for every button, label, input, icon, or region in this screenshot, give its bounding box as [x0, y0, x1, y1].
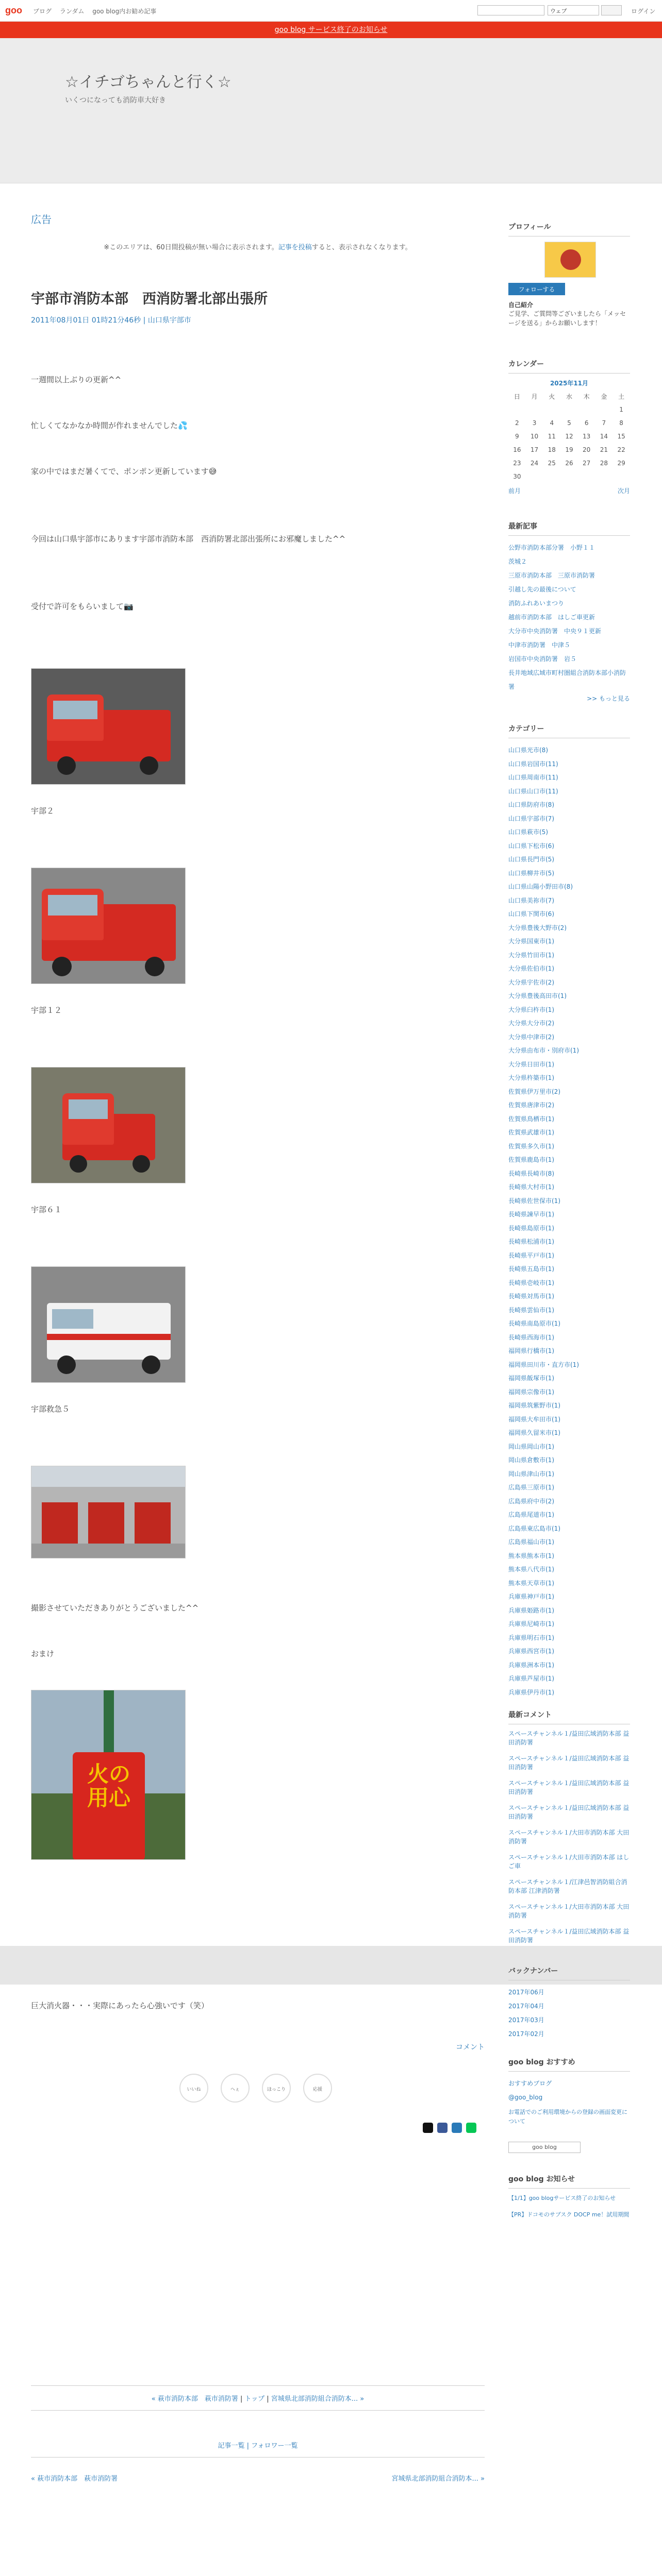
recent-comment-list [508, 1730, 630, 1945]
recommend-heading: goo blog おすすめ [508, 2057, 630, 2072]
ambulance-stripe [47, 1334, 171, 1340]
calendar-day: 13 [583, 433, 591, 440]
category-link[interactable]: 岡山県倉敷市(1) [508, 1456, 554, 1464]
category-link[interactable]: 大分県豊後高田市(1) [508, 992, 567, 999]
station-ground [31, 1544, 186, 1558]
ad-notice-suffix: すると、表示されなくなります。 [311, 244, 412, 251]
photo-caption: 宇部６１ [31, 1205, 62, 1214]
nav-separator: | [240, 2395, 245, 2403]
category-link[interactable]: 兵庫県明石市(1) [508, 1634, 554, 1641]
calendar-day [543, 470, 560, 483]
category-link[interactable]: 長崎県西海市(1) [508, 1333, 554, 1341]
recent-more [508, 694, 630, 703]
calendar-day: 10 [530, 433, 539, 440]
recent-article-link[interactable]: 越前市消防本部 はしご車更新 [508, 614, 595, 621]
calendar-week [508, 416, 630, 430]
calendar-day-head: 金 [601, 393, 607, 400]
recent-comment-link[interactable]: スペースチャンネル１/益田広域消防本部 益田消防署 [508, 1755, 630, 1771]
calendar-day [543, 403, 560, 416]
post-closing: 撮影させていただきありがとうございました^^ [31, 1603, 199, 1613]
calendar-day-head: 火 [549, 393, 555, 400]
category-link[interactable]: 兵庫県洲本市(1) [508, 1661, 554, 1669]
calendar-prev-link[interactable]: 前月 [508, 487, 521, 495]
top-link-random[interactable]: ランダム [59, 8, 85, 15]
wheel [145, 957, 164, 976]
ad-notice-prefix: ※このエリアは、60日間投稿が無い場合に表示されます。 [104, 244, 278, 251]
category-link[interactable]: 兵庫県西宮市(1) [508, 1648, 554, 1655]
category-link[interactable]: 山口県宇部市(7) [508, 815, 554, 822]
recent-article-link[interactable]: 引越し先の最後について [508, 586, 576, 593]
site-title[interactable]: ☆イチゴちゃんと行く☆ [65, 73, 231, 91]
calendar-week [508, 456, 630, 470]
post-date: 2011年08月01日 [31, 316, 90, 325]
category-link[interactable]: 大分県佐伯市(1) [508, 965, 554, 972]
post-article-link[interactable]: 記事を投稿 [278, 244, 312, 251]
category-link[interactable]: 長崎県雲仙市(1) [508, 1306, 554, 1314]
photo-caption: 宇部２ [31, 806, 55, 816]
nav-top-link[interactable]: トップ [244, 2395, 265, 2403]
category-link[interactable]: 長崎県平戸市(1) [508, 1251, 554, 1259]
article-list-link[interactable]: 記事一覧 | フォロワー一覧 [218, 2442, 298, 2450]
calendar-month: 2025年11月 [550, 380, 589, 387]
category-link[interactable]: 兵庫県伊丹市(1) [508, 1688, 554, 1696]
calendar-day: 27 [583, 460, 591, 467]
fire-truck-window [48, 895, 97, 916]
service-end-notice-link[interactable]: goo blog サービス終了のお知らせ [274, 26, 388, 34]
calendar-day-head: 日 [514, 393, 520, 400]
calendar-day: 6 [584, 419, 589, 427]
calendar-day: 9 [515, 433, 519, 440]
hatena-share-icon[interactable] [452, 2123, 462, 2133]
recent-comment-heading: 最新コメント [508, 1709, 630, 1724]
category-link[interactable]: 福岡県田川市・直方市(1) [508, 1361, 579, 1368]
fire-truck-window [69, 1099, 108, 1119]
post-bottom-text: 巨大消火器・・・実際にあったら心強いです（笑） [31, 2001, 209, 2010]
calendar-week [508, 403, 630, 416]
category-link[interactable]: 広島県福山市(1) [508, 1538, 554, 1546]
calendar-day: 30 [513, 473, 521, 480]
calendar-day [526, 403, 543, 416]
calendar-day-head: 月 [531, 393, 538, 400]
comment-area [31, 2042, 485, 2052]
calendar-day: 4 [550, 419, 554, 427]
profile-heading: プロフィール [508, 222, 630, 236]
calendar-day: 5 [567, 419, 571, 427]
recent-list [508, 541, 630, 694]
category-link[interactable]: 長崎県諫早市(1) [508, 1211, 554, 1218]
post-title[interactable]: 宇部市消防本部 西消防署北部出張所 [31, 291, 268, 307]
category-link[interactable]: 長崎県松浦市(1) [508, 1238, 554, 1245]
list-links [31, 2433, 485, 2458]
bottom-prev-link[interactable]: « 萩市消防本部 萩市消防署 [31, 2475, 118, 2483]
search-input[interactable] [477, 5, 544, 15]
calendar-day: 14 [600, 433, 608, 440]
category-link[interactable]: 広島県東広島市(1) [508, 1524, 560, 1532]
post-time: 01時21分46秒 [91, 316, 141, 325]
calendar-nav [508, 486, 630, 495]
category-link[interactable]: 山口県柳井市(5) [508, 869, 554, 877]
category-link[interactable]: 長崎県五島市(1) [508, 1265, 554, 1273]
calendar-day [526, 470, 543, 483]
calendar-day: 3 [532, 419, 537, 427]
recent-comment-link[interactable]: スペースチャンネル１/益田広域消防本部 益田消防署 [508, 1780, 630, 1795]
calendar-week [508, 470, 630, 483]
recent-article-link[interactable]: 大分市中央消防署 中央９１更新 [508, 628, 602, 635]
nav-prev-link[interactable]: « 萩市消防本部 萩市消防署 [151, 2395, 238, 2403]
top-link-recommend[interactable]: goo blog内お勧め記事 [92, 8, 157, 15]
category-link[interactable]: 大分県臼杵市(1) [508, 1006, 554, 1013]
post-paragraph: 忙しくてなかなか時間が作れませんでした💦 [31, 421, 188, 430]
category-link[interactable]: 山口県美祢市(7) [508, 896, 554, 904]
calendar-day [578, 470, 595, 483]
calendar-day: 19 [565, 446, 573, 453]
calendar-day: 2 [515, 419, 519, 427]
calendar-day: 16 [513, 446, 521, 453]
category-link[interactable]: 岡山県津山市(1) [508, 1470, 554, 1478]
category-link[interactable]: 佐賀県鳥栖市(1) [508, 1115, 554, 1123]
recent-article-link[interactable]: 長井地域広域市町村圏組合消防本部小消防署 [508, 669, 626, 690]
recent-article-link[interactable]: 茨城２ [508, 558, 527, 565]
bottom-post-nav [31, 2473, 485, 2483]
calendar-day [613, 470, 630, 483]
profile-text: ご見学、ご質問等ございましたら「メッセージを送る」からお願いします！ [508, 310, 626, 327]
calendar-day [595, 403, 613, 416]
category-list [508, 743, 630, 1699]
service-end-notice-bar[interactable] [0, 22, 662, 38]
backnumber-link[interactable]: 2017年03月 [508, 2016, 544, 2024]
category-link[interactable]: 佐賀県鹿島市(1) [508, 1156, 554, 1163]
nav-next-link[interactable]: 宮城県北部消防組合消防本... » [271, 2395, 365, 2403]
post-paragraph: 一週間以上ぶりの更新^^ [31, 375, 122, 384]
category-link[interactable]: 長崎県大村市(1) [508, 1183, 554, 1191]
wheel [142, 1355, 160, 1374]
calendar-day [508, 403, 526, 416]
calendar-day: 15 [617, 433, 625, 440]
category-link[interactable]: 大分県杵築市(1) [508, 1074, 554, 1081]
category-link[interactable]: 長崎県南島原市(1) [508, 1320, 560, 1327]
calendar-day: 8 [619, 419, 623, 427]
calendar-day: 26 [565, 460, 573, 467]
calendar-day: 28 [600, 460, 608, 467]
recent-comment-link[interactable]: スペースチャンネル１/大田市消防本部 大田消防署 [508, 1829, 630, 1845]
category-link[interactable]: 山口県萩市(5) [508, 828, 548, 836]
calendar-next-link[interactable]: 次月 [617, 487, 630, 495]
post-photo[interactable] [31, 668, 186, 785]
category-link[interactable]: 長崎県壱岐市(1) [508, 1279, 554, 1286]
line-share-icon[interactable] [466, 2123, 476, 2133]
post-photo[interactable] [31, 1466, 186, 1558]
top-bar [0, 0, 662, 22]
calendar-day: 21 [600, 446, 608, 453]
category-link[interactable]: 山口県周南市(11) [508, 774, 558, 781]
category-link[interactable]: 山口県岩国市(11) [508, 760, 558, 768]
category-link[interactable]: 福岡県飯塚市(1) [508, 1375, 554, 1382]
category-heading: カテゴリー [508, 723, 630, 738]
backnumber-link[interactable]: 2017年06月 [508, 1989, 544, 1996]
category-link[interactable]: 山口県山口市(11) [508, 787, 558, 795]
category-link[interactable]: 佐賀県多久市(1) [508, 1142, 554, 1150]
backnumber-heading: バックナンバー [508, 1965, 630, 1980]
post-bottom [31, 2000, 485, 2052]
sidebar [508, 222, 630, 2219]
profile-avatar[interactable] [544, 242, 596, 278]
site-description: いくつになっても消防車大好き [65, 96, 166, 105]
recent-article-link[interactable]: 岩国市中央消防署 岩５ [508, 655, 577, 663]
category-link[interactable]: 熊本県天草市(1) [508, 1579, 554, 1587]
category-link[interactable]: 山口県長門市(5) [508, 856, 554, 863]
station-bay-truck [135, 1502, 171, 1544]
category-link[interactable]: 広島県三原市(1) [508, 1484, 554, 1491]
category-link[interactable]: 兵庫県姫路市(1) [508, 1606, 554, 1614]
avatar-figure [560, 249, 581, 270]
post-paragraph: 家の中ではまだ暑くてで、ポンポン更新しています😅 [31, 467, 217, 476]
category-link[interactable]: 福岡県久留米市(1) [508, 1429, 560, 1436]
recent-comment-link[interactable]: スペースチャンネル１/大田市消防本部 大田消防署 [508, 1903, 630, 1919]
profile-name: 自己紹介 [508, 301, 534, 309]
calendar-day: 22 [617, 446, 625, 453]
calendar-week [508, 430, 630, 443]
login-link[interactable]: ログイン [631, 8, 656, 15]
search-scope-select[interactable]: ウェブ [548, 5, 599, 15]
comment-link[interactable]: コメント [456, 2043, 485, 2052]
calendar-day: 12 [565, 433, 573, 440]
category-link[interactable]: 大分県大分市(2) [508, 1020, 554, 1027]
sign-text: 火の用心 [87, 1761, 130, 1810]
calendar-day: 18 [548, 446, 556, 453]
calendar-day: 17 [530, 446, 539, 453]
category-link[interactable]: 山口県山陽小野田市(8) [508, 883, 573, 890]
recent-comment-link[interactable]: スペースチャンネル１/益田広域消防本部 益田消防署 [508, 1928, 630, 1944]
post-category-link[interactable]: 山口県宇部市 [147, 316, 191, 325]
category-link[interactable]: 山口県光市(8) [508, 747, 548, 754]
calendar-day [578, 403, 595, 416]
category-link[interactable]: 山口県防府市(8) [508, 801, 554, 808]
meta-separator: | [143, 316, 148, 325]
post-omake: おまけ [31, 1649, 55, 1658]
category-link[interactable]: 大分県中津市(2) [508, 1033, 554, 1041]
calendar-week [508, 443, 630, 456]
category-link[interactable]: 大分県日田市(1) [508, 1060, 554, 1068]
backnumber-list [508, 1986, 630, 2041]
ad-label: 広告 [31, 213, 52, 226]
facebook-share-icon[interactable] [437, 2123, 448, 2133]
recent-comment-link[interactable]: スペースチャンネル１/益田広域消防本部 益田消防署 [508, 1730, 630, 1746]
category-link[interactable]: 山口県下松市(6) [508, 842, 554, 850]
reaction-label: いいね [187, 2087, 201, 2092]
category-link[interactable]: 大分県竹田市(1) [508, 951, 554, 959]
calendar-heading: カレンダー [508, 359, 630, 374]
recent-article-link[interactable]: 消防ふれあいまつり [508, 600, 565, 607]
category-link[interactable]: 福岡県宗像市(1) [508, 1388, 554, 1396]
notice-heading: goo blog お知らせ [508, 2174, 630, 2189]
recommend-link[interactable]: @goo_blog [508, 2094, 543, 2101]
category-link[interactable]: 大分県国東市(1) [508, 938, 554, 945]
bottom-next-link[interactable]: 宮城県北部消防組合消防本... » [391, 2475, 485, 2483]
category-link[interactable]: 福岡県筑紫野市(1) [508, 1402, 560, 1409]
goo-logo[interactable]: goo [5, 5, 22, 15]
category-link[interactable]: 広島県府中市(2) [508, 1497, 554, 1505]
category-link[interactable]: 兵庫県神戸市(1) [508, 1593, 554, 1600]
wheel [140, 756, 158, 775]
blog-header [0, 38, 662, 183]
station-bay-truck [88, 1502, 124, 1544]
reaction-label: ほっこり [267, 2087, 286, 2092]
calendar-day: 23 [513, 460, 521, 467]
post-photo[interactable] [31, 1266, 186, 1383]
calendar-day [560, 403, 578, 416]
calendar-day-head: 木 [583, 393, 590, 400]
post-paragraph: 今回は山口県宇部市にあります宇部市消防本部 西消防署北部出張所にお邪魔しました^^ [31, 534, 346, 544]
backnumber-link[interactable]: 2017年02月 [508, 2030, 544, 2038]
recent-more-link[interactable]: >> もっと見る [587, 695, 630, 702]
category-link[interactable]: 兵庫県尼崎市(1) [508, 1620, 554, 1628]
category-link[interactable]: 福岡県行橋市(1) [508, 1347, 554, 1354]
calendar-day: 24 [530, 460, 539, 467]
calendar-body [508, 403, 630, 483]
notice-item[interactable]: 【1/1】goo blogサービス終了のお知らせ [508, 2195, 616, 2201]
notice-item[interactable]: 【PR】ドコモのサブスク DOCP me！試用期間 [508, 2211, 630, 2218]
category-link[interactable]: 熊本県八代市(1) [508, 1566, 554, 1573]
calendar-day-head: 土 [618, 393, 625, 400]
category-link[interactable]: 大分県由布市・別府市(1) [508, 1047, 579, 1054]
post-photo[interactable] [31, 1067, 186, 1183]
calendar-day: 7 [602, 419, 606, 427]
category-link[interactable]: 福岡県大牟田市(1) [508, 1415, 560, 1423]
category-link[interactable]: 大分県宇佐市(2) [508, 978, 554, 986]
calendar-day: 25 [548, 460, 556, 467]
post-photo[interactable] [31, 868, 186, 984]
follow-button[interactable]: フォローする [508, 283, 565, 295]
calendar-day: 29 [617, 460, 625, 467]
category-link[interactable]: 長崎県長崎市(8) [508, 1170, 554, 1177]
recent-article-link[interactable]: 公野市消防本部分署 小野１１ [508, 544, 595, 551]
recent-comment-link[interactable]: スペースチャンネル１/大田市消防本部 はしご車 [508, 1854, 630, 1870]
station-bay-truck [42, 1502, 78, 1544]
calendar-day: 20 [583, 446, 591, 453]
goo-blog-badge[interactable]: goo blog [508, 2142, 581, 2153]
wheel [70, 1155, 87, 1173]
recent-article-link[interactable]: 三原市消防本部 三原市消防署 [508, 572, 595, 579]
recent-heading: 最新記事 [508, 521, 630, 536]
post-meta [31, 315, 485, 325]
fire-truck-window [53, 701, 97, 719]
wheel [52, 957, 72, 976]
photo-caption: 宇部救急５ [31, 1404, 70, 1414]
post-paragraph: 受付で許可をもらいまして📷 [31, 602, 134, 611]
wheel [57, 1355, 76, 1374]
post-nav [31, 2385, 485, 2411]
main-column [31, 211, 485, 1860]
recommend-note[interactable]: お電話でのご利用環境からの登録の画面変更について [508, 2109, 627, 2125]
top-links [33, 7, 162, 15]
reaction-label: へぇ [230, 2087, 240, 2092]
calendar-day-head: 水 [566, 393, 572, 400]
category-link[interactable]: 大分県豊後大野市(2) [508, 924, 567, 931]
category-link[interactable]: 佐賀県唐津市(2) [508, 1101, 554, 1109]
ad-notice [31, 242, 485, 251]
calendar-day [595, 470, 613, 483]
wheel [57, 756, 76, 775]
photo-caption: 宇部１２ [31, 1006, 62, 1015]
x-share-icon[interactable] [423, 2123, 433, 2133]
category-link[interactable]: 岡山県岡山市(1) [508, 1443, 554, 1450]
reaction-label: 応援 [312, 2087, 322, 2092]
recent-comment-link[interactable]: スペースチャンネル１/江津邑智消防組合消防本部 江津消防署 [508, 1878, 627, 1894]
ambulance-window [52, 1309, 93, 1329]
recent-comment-link[interactable]: スペースチャンネル１/益田広域消防本部 益田消防署 [508, 1804, 630, 1820]
category-link[interactable]: 山口県下関市(6) [508, 910, 554, 918]
backnumber-link[interactable]: 2017年04月 [508, 2003, 544, 2010]
category-link[interactable]: 佐賀県武雄市(1) [508, 1129, 554, 1136]
category-link[interactable]: 広島県尾道市(1) [508, 1511, 554, 1518]
post-photo[interactable] [31, 1690, 186, 1860]
search-button[interactable] [601, 5, 622, 15]
category-link[interactable]: 長崎県佐世保市(1) [508, 1197, 560, 1205]
category-link[interactable]: 長崎県対馬市(1) [508, 1293, 554, 1300]
wheel [133, 1155, 150, 1173]
recent-article-link[interactable]: 中津市消防署 中津５ [508, 641, 571, 649]
calendar-day [560, 470, 578, 483]
category-link[interactable]: 長崎県島原市(1) [508, 1224, 554, 1232]
calendar-day: 11 [548, 433, 556, 440]
category-link[interactable]: 熊本県熊本市(1) [508, 1552, 554, 1560]
top-link-blog[interactable]: ブログ [33, 8, 52, 15]
calendar-table [508, 389, 630, 483]
category-link[interactable]: 佐賀県伊万里市(2) [508, 1088, 560, 1095]
recommend-link[interactable]: おすすめブログ [508, 2080, 552, 2087]
calendar-day: 1 [619, 406, 623, 413]
nav-separator: | [267, 2395, 271, 2403]
category-link[interactable]: 兵庫県芦屋市(1) [508, 1675, 554, 1682]
